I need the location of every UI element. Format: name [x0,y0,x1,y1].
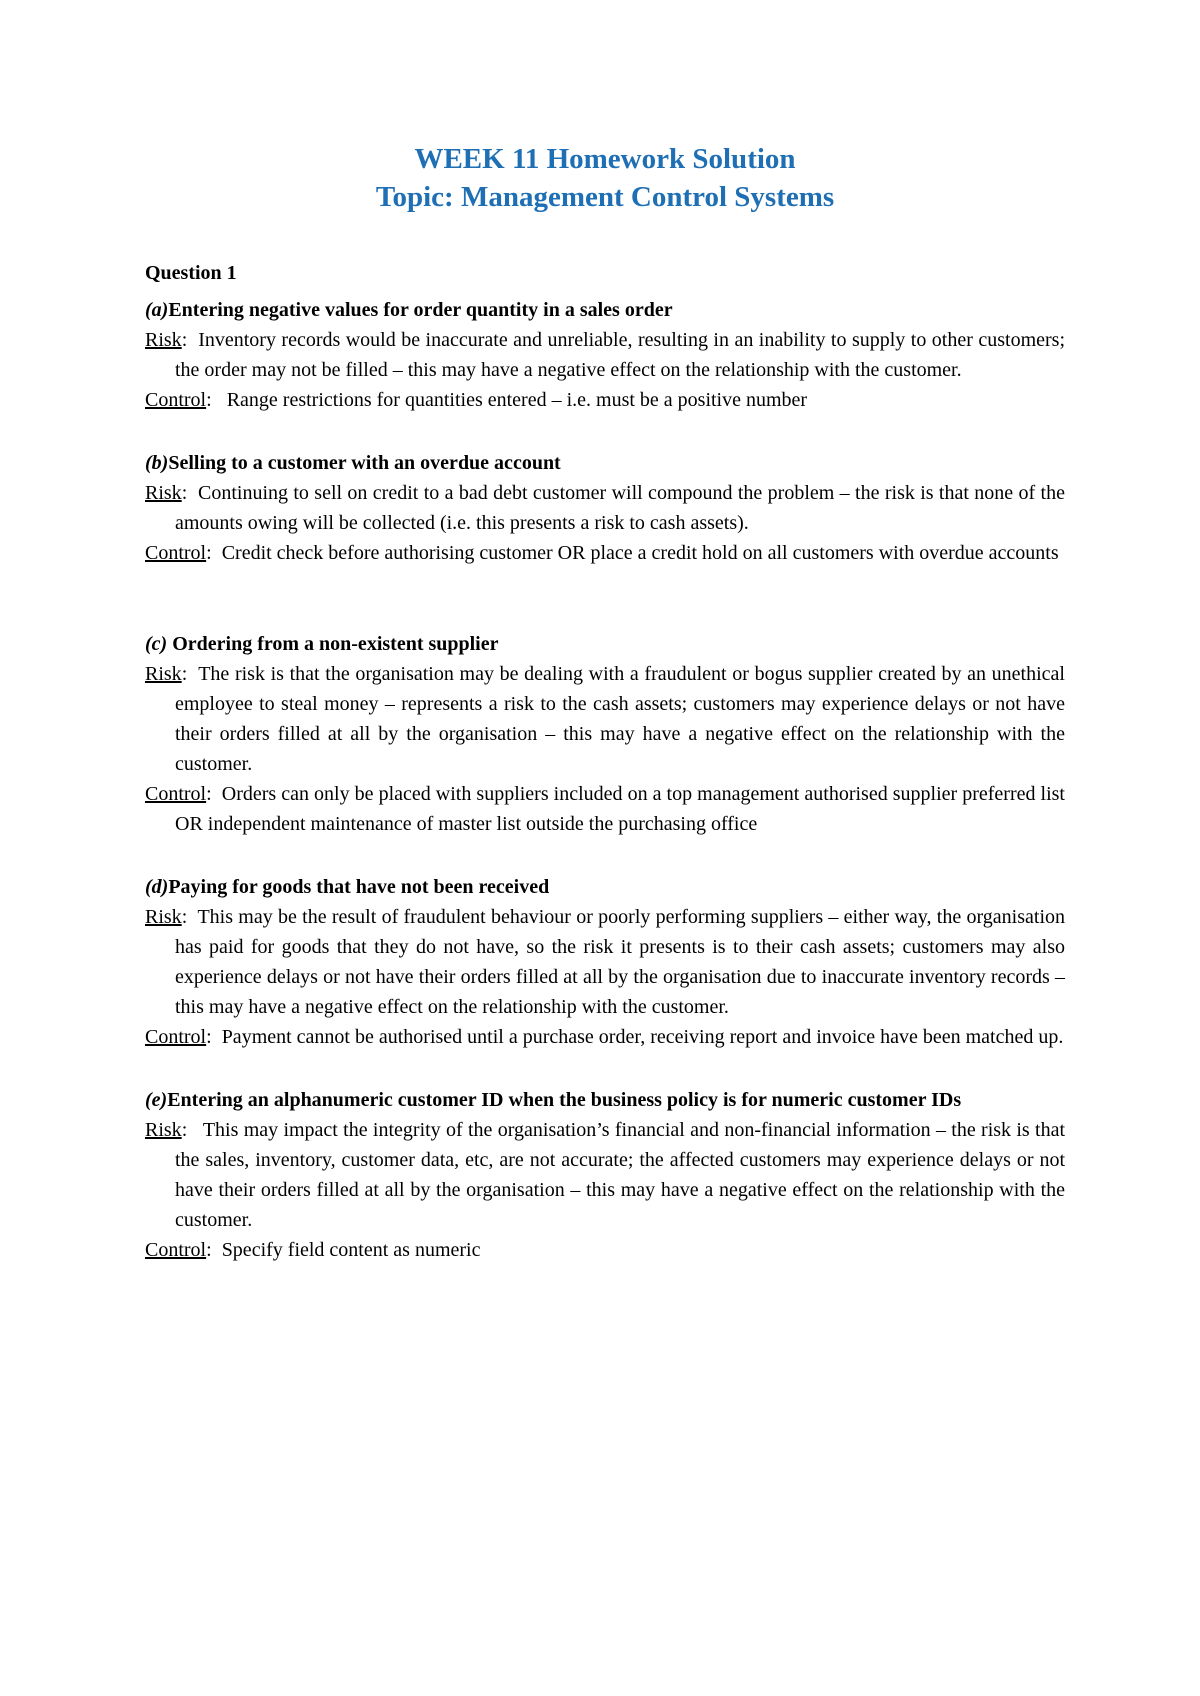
risk-paragraph: Risk: This may be the result of fraudulent behaviour or poorly performing suppliers – either way, the organisation has paid for goods that they do not have, so the risk it presents is to their cash assets; customers may also experience delays or not have their orders filled at all by the organisation due to inaccurate inventory records – this may have a negative effect on the relationship with the customer. [145,906,1066,1018]
item-letter: (c) [145,633,168,655]
item-heading: Entering negative values for order quantity in a sales order [168,299,673,321]
risk-paragraph: Risk: This may impact the integrity of the organisation’s financial and non-financial information – the risk is that the sales, inventory, customer data, etc, are not accurate; the affected customers may experience delays or not have their orders filled at all by the organisation – this may have a negative effect on the relationship with the customer. [145,1119,1065,1231]
risk-paragraph: Risk: Continuing to sell on credit to a bad debt customer will compound the problem – the risk is that none of the amounts owing will be collected (i.e. this presents a risk to cash assets). [145,482,1065,534]
control-text: Payment cannot be authorised until a purchase order, receiving report and invoice have been matched up. [221,1026,1064,1048]
control-paragraph: Control: Orders can only be placed with suppliers included on a top management authorised supplier preferred list OR independent maintenance of master list outside the purchasing office [145,783,1065,835]
control-text: Range restrictions for quantities entered – i.e. must be a positive number [226,389,808,411]
title-week: WEEK 11 Homework Solution [414,143,796,175]
question-item-e [145,1085,1065,1265]
risk-paragraph: Risk: The risk is that the organisation may be dealing with a fraudulent or bogus supplier created by an unethical employee to steal money – represents a risk to the cash assets; customers may experience delays or not have their orders filled at all by the organisation – this may have a negative effect on the relationship with the customer. [145,663,1065,775]
risk-text: Inventory records would be inaccurate and unreliable, resulting in an inability to supply to other customers; the order may not be filled – this may have a negative effect on the relationship with the customer. [175,329,1065,381]
risk-label: Risk [145,663,182,685]
document-title [145,140,1065,216]
risk-paragraph: Risk: Inventory records would be inaccurate and unreliable, resulting in an inability to supply to other customers; the order may not be filled – this may have a negative effect on the relationship with the customer. [145,329,1065,381]
control-paragraph: Control: Specify field content as numeric [145,1239,481,1261]
item-heading: Selling to a customer with an overdue account [168,452,561,474]
control-text: Orders can only be placed with suppliers included on a top management authorised supplier preferred list OR independent maintenance of master list outside the purchasing office [175,783,1065,835]
item-title [145,1085,1065,1115]
item-heading: Ordering from a non-existent supplier [172,633,499,655]
risk-text: This may be the result of fraudulent behaviour or poorly performing suppliers – either way, the organisation has paid for goods that they do not have, so the risk it presents is to their cash assets; customers may also experience delays or not have their orders filled at all by the organisation due to inaccurate inventory records – this may have a negative effect on the relationship with the customer. [175,906,1066,1018]
item-letter: (b) [145,452,169,474]
document-page [145,140,1065,1265]
item-title [145,629,1065,659]
question-item-c [145,629,1065,839]
control-label: Control [145,783,207,805]
control-paragraph: Control: Range restrictions for quantities entered – i.e. must be a positive number [145,389,808,411]
question-item-b [145,448,1065,568]
control-paragraph: Control: Payment cannot be authorised until a purchase order, receiving report and invoice have been matched up. [145,1026,1064,1048]
risk-label: Risk [145,906,182,928]
item-letter: (a) [145,299,169,321]
item-letter: (d) [145,876,169,898]
risk-label: Risk [145,482,182,504]
item-heading: Entering an alphanumeric customer ID when the business policy is for numeric customer IDs [167,1089,962,1111]
item-letter: (e) [145,1089,168,1111]
question-item-d [145,872,1065,1052]
control-label: Control [145,1239,207,1261]
control-label: Control [145,389,207,411]
risk-label: Risk [145,1119,182,1141]
control-paragraph: Control: Credit check before authorising customer OR place a credit hold on all customers with overdue accounts [145,542,1059,564]
question-heading: Question 1 [145,262,237,284]
control-label: Control [145,1026,207,1048]
risk-text: This may impact the integrity of the organisation’s financial and non-financial information – the risk is that the sales, inventory, customer data, etc, are not accurate; the affected customers may experience delays or not have their orders filled at all by the organisation – this may have a negative effect on the relationship with the customer. [175,1119,1065,1231]
control-text: Credit check before authorising customer OR place a credit hold on all customers with overdue accounts [221,542,1059,564]
title-topic: Topic: Management Control Systems [375,181,835,213]
control-label: Control [145,542,207,564]
risk-text: Continuing to sell on credit to a bad debt customer will compound the problem – the risk is that none of the amounts owing will be collected (i.e. this presents a risk to cash assets). [175,482,1065,534]
control-text: Specify field content as numeric [221,1239,481,1261]
item-title [145,295,1065,325]
item-heading: Paying for goods that have not been received [168,876,550,898]
item-title [145,872,1065,902]
risk-label: Risk [145,329,182,351]
question-item-a [145,295,1065,415]
item-title [145,448,1065,478]
risk-text: The risk is that the organisation may be dealing with a fraudulent or bogus supplier created by an unethical employee to steal money – represents a risk to the cash assets; customers may experience delays or not have their orders filled at all by the organisation – this may have a negative effect on the relationship with the customer. [175,663,1065,775]
